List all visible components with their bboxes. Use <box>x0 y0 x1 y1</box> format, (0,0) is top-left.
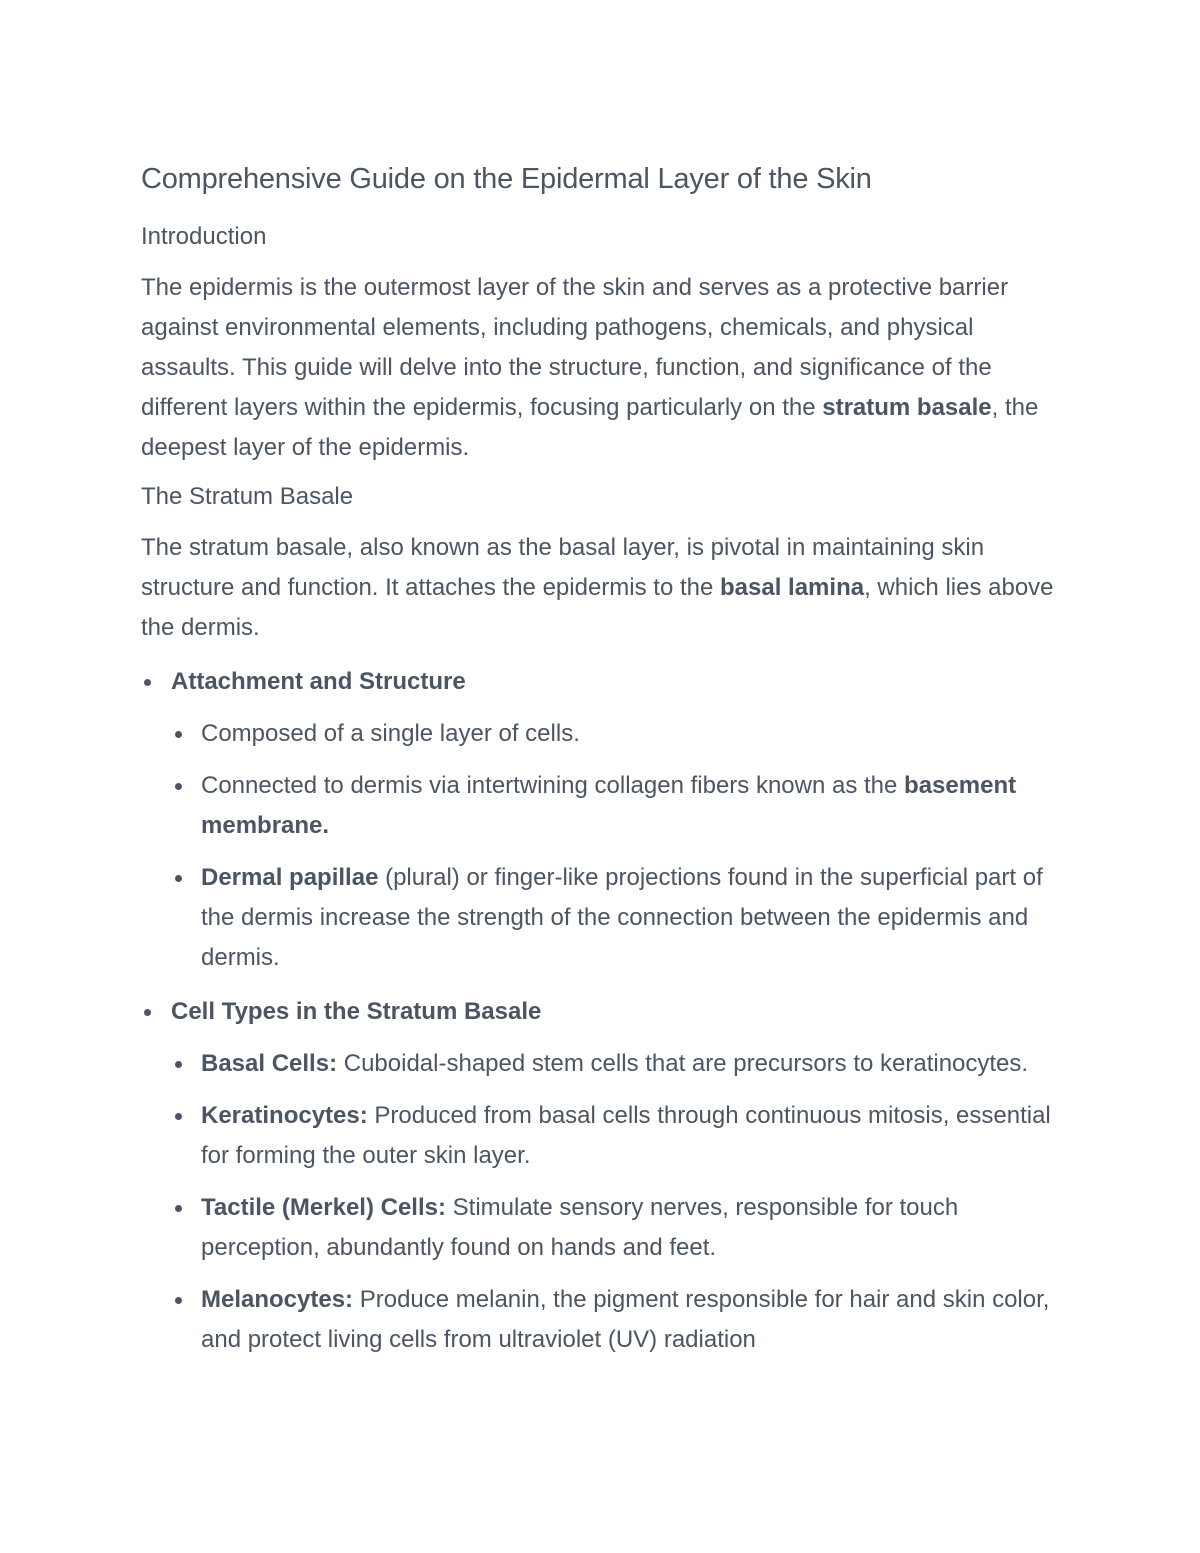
item-bold-term: Keratinocytes: <box>201 1102 368 1129</box>
sub-list-item <box>171 714 1071 754</box>
sub-list-item <box>171 1188 1071 1268</box>
intro-paragraph <box>141 268 1071 468</box>
item-bold-term: basement membrane <box>201 772 1017 839</box>
cell-types-sublist <box>171 1044 1071 1360</box>
document-content <box>141 160 1071 1374</box>
item-text: Cuboidal-shaped stem cells that are precursors to keratinocytes. <box>337 1050 1029 1077</box>
basale-bold-term: basal lamina <box>720 574 865 601</box>
list-item-attachment <box>141 662 1071 978</box>
basale-text: The stratum basale, also known as the basal layer, is pivotal in maintaining skin structure and function. It attaches the epidermis to the <box>141 534 985 601</box>
attachment-sublist <box>171 714 1071 978</box>
list-item-cell-types <box>141 992 1071 1360</box>
item-text: Composed of a single layer of cells. <box>201 720 580 747</box>
item-bold-term: Tactile (Merkel) Cells: <box>201 1194 446 1221</box>
sub-list-item <box>171 1044 1071 1084</box>
item-bold-term: Dermal papillae <box>201 864 379 891</box>
item-text: Produced from basal cells through continuous mitosis, essential for forming the outer skin layer. <box>201 1102 1051 1169</box>
sub-list-item <box>171 766 1071 846</box>
sub-list-item <box>171 1280 1071 1360</box>
intro-text-end: , the deepest layer of the epidermis. <box>141 394 1039 461</box>
item-text: (plural) or finger-like projections found in the superficial part of the dermis increase the strength of the connection between the epidermis and dermis. <box>201 864 1043 971</box>
main-bullet-list <box>141 662 1071 1360</box>
sub-list-item <box>171 858 1071 978</box>
intro-heading: Introduction <box>141 223 267 250</box>
basale-paragraph <box>141 528 1071 648</box>
attachment-title: Attachment and Structure <box>171 668 466 695</box>
item-bold-end: . <box>322 812 330 839</box>
intro-bold-term: stratum basale <box>822 394 992 421</box>
item-bold-term: Basal Cells: <box>201 1050 338 1077</box>
basale-text-end: , which lies above the dermis. <box>141 574 1054 641</box>
item-bold-term: Melanocytes: <box>201 1286 354 1313</box>
page-title: Comprehensive Guide on the Epidermal Layer of the Skin <box>141 163 872 195</box>
sub-list-item <box>171 1096 1071 1176</box>
item-text: Stimulate sensory nerves, responsible for touch perception, abundantly found on hands and feet. <box>201 1194 959 1261</box>
basale-heading: The Stratum Basale <box>141 483 354 510</box>
item-text: Connected to dermis via intertwining collagen fibers known as the <box>201 772 905 799</box>
cell-types-title: Cell Types in the Stratum Basale <box>171 998 542 1025</box>
item-text: Produce melanin, the pigment responsible for hair and skin color, and protect living cells from ultraviolet (UV) radiation <box>201 1286 1050 1353</box>
intro-text: The epidermis is the outermost layer of the skin and serves as a protective barrier against environmental elements, including pathogens, chemicals, and physical assaults. This guide will delve into the structure, function, and significance of the different layers within the epidermis, focusing particularly on the <box>141 274 1009 421</box>
